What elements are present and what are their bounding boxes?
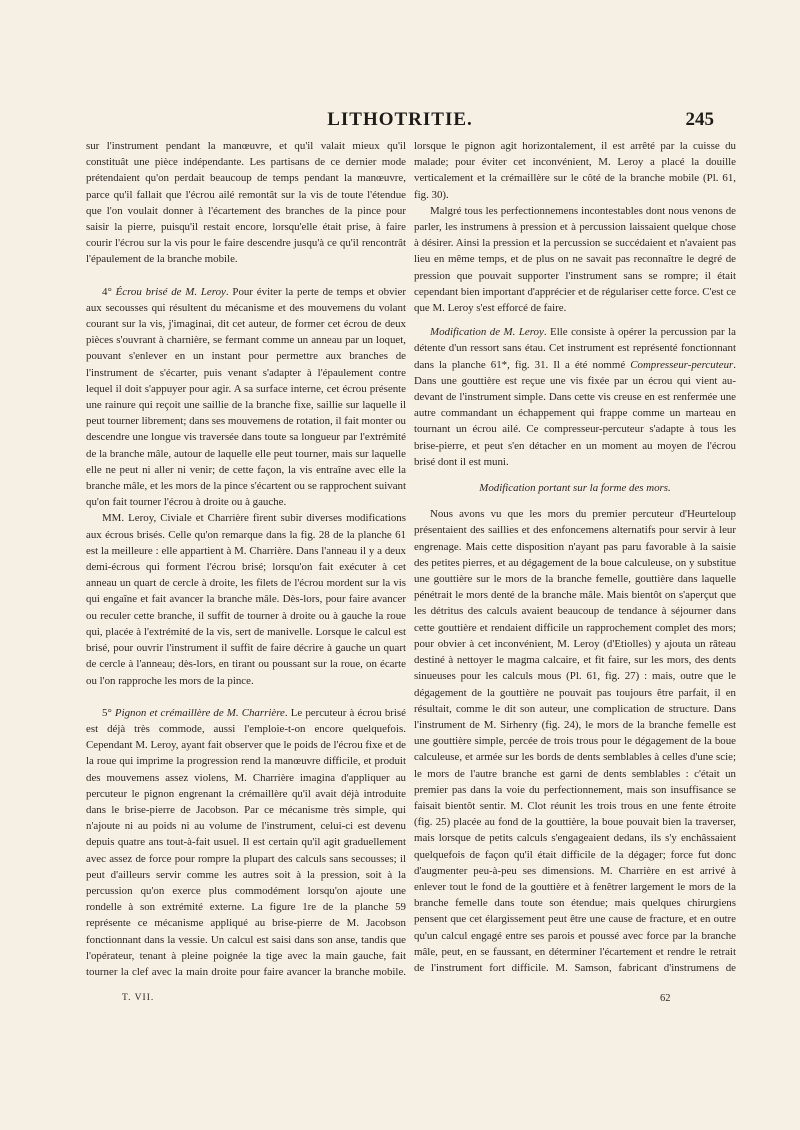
paragraph-text: . Dans une gouttière est reçue une vis fixée par un écrou qui vient au-devant de l'instrument simple. Dans cette vis creuse en est renfermée une autre commandant un échappement qui frappe comme un marteau en tournant un écrou ailé. Ce compresseur-percuteur s'adapte à tous les brise-pierre, et peut s'en détacher en un moment au moyen de l'écrou brisé dont il est muni.	[414, 358, 736, 468]
paragraph: Nous avons vu que les mors du premier percuteur d'Heurteloup présentaient des saillies et des enfoncemens alternatifs pour servir à leur engrenage. Mais cette disposition n'ayant pas paru favorable à la saisie des petites pierres, et au dégagement de la boue calculeuse, on y substitue une gouttière sur le mors de la branche femelle, gouttière dans laquelle pénétrait le mors denté de la branche mâle. Mais bientôt on s'aperçut que les détritus des calculs avaient beaucoup de tendance à séjourner dans cette gouttière et rendaient difficile un rapprochement complet des mors; pour obvier à cet inconvénient, M. Leroy (d'Etiolles) y ajouta un râteau destiné à nettoyer le magma calcaire, et fit faire, sur les mors, des dents sinueuses pour les calculs mous (Pl. 61, fig. 27) : mais, outre que le dégagement de la gouttière ne pouvait pas toujours être parfait, il en résultait, comme le dit son auteur, une complication de structure. Dans l'instrument de M. Sirhenry (fig. 24), le mors de la branche femelle est une gouttière simple, percée de trois trous pour le dégagement de la boue calculeuse, et armée sur les bords de dents semblables à celles d'une scie; le mors de l'autre branche est garni de dents semblables : c'était un premier pas dans la voie du perfectionnement, mais son insuffisance se faisait bientôt sentir. M. Clot réunit les trois trous en une fente étroite (fig. 25) placée au fond de la gouttière, la boue pouvait bien la traverser, mais lorsque de petits calculs s'engageaient dedans, ils s'y enchâssaient quelquefois de façon qu'il était difficile de la dégager; force fut donc d'augmenter peu-à-peu ses dimensions. M. Charrière en est arrivé à enlever tout le fond de la gouttière et à fenêtrer largement le mors de la branche femelle dans toute son étendue; mais quelques chirurgiens pensent que cet élargissement peut être une cause de fracture, et en outre qu'un calcul engagé entre ses parois et poussé avec force par la branche mâle, peut, en se faussant, en déterminer l'écartement et rendre le retrait de l'instrument fort difficile. M. Samson, fabricant d'instrumens de	[414, 508, 736, 974]
signature-mark: 62	[660, 993, 671, 1004]
section-title: Écrou brisé de M. Leroy	[115, 285, 226, 298]
paragraph-modification-leroy	[414, 324, 736, 470]
subheading	[414, 480, 736, 496]
paragraph-text: . Pour éviter la perte de temps et obvier aux secousses qui résultent du mécanisme et des mouvemens du volant courant sur la vis, j'imaginai, dit cet auteur, de former cet écrou de deux pièces s'ouvrant à charnière, se fermant comme un anneau par un loquet, pouvant s'enlever en un instant pour permettre aux branches de l'instrument de s'écarter, puis venant s'adapter à l'épaulement contre lequel il doit s'appuyer pour agir. A sa surface interne, cet écrou présente une rainure qui reçoit une saillie de la branche fixe, saillie sur laquelle il peut tourner librement; dans ses mouvemens de rotation, il fait monter ou descendre une longue vis traversée dans toute sa longueur par l'extrémité de la branche mâle, autour de laquelle elle peut tourner, mais sur laquelle elle ne peut ni aller ni venir; de cette façon, la vis entraîne avec elle la branche mâle, et les mors de la pince s'écartent ou se rapprochent suivant qu'on fait tourner l'écrou à droite ou à gauche.	[86, 285, 406, 509]
term: Compresseur-percuteur	[630, 358, 734, 371]
running-head	[86, 109, 714, 137]
volume-mark: T. VII.	[122, 993, 155, 1003]
section-number: 4°	[102, 285, 116, 298]
paragraph-pignon	[86, 705, 406, 978]
section-title: Modification de M. Leroy	[430, 326, 544, 339]
paragraph-text: . Le percuteur à écrou brisé est déjà très commode, aussi l'emploie-t-on encore quelquefois. Cependant M. Leroy, ayant fait observer que le poids de l'écrou fixe et de la roue qui imprime la progression rend la manœuvre difficile, et produit des mouvemens assez violens, M. Charrière imagina d'appliquer au percuteur le pignon engrenant la crémaillère qu'il avait déjà introduite dans le brise-pierre de Jacobson. Par ce mécanisme très simple, qui n'ajoute ni au poids ni au volume de l'instrument, celui-ci est devenu depuis quatre ans tout-à-fait usuel. Il est certain qu'il agit graduellement avec assez de force pour rompre la plupart des calculs sans secousses; il peut d'ailleurs servir comme les autres soit à la pression, soit à la percussion qu'on exerce plus commodément lorsqu'on ajoute une rondelle à son extrémité externe. La figure 1re de la planche 59 représente ce mécanisme appliqué au brise-pierre de M. Jacobson fonctionnant dans la vessie. Un calcul est saisi dans son anse, tandis que l'opérateur, tenant à pleine poignée la tige avec la main gauche, fait tourner la clef avec la main droite pour faire avancer la branche mobile.	[86, 706, 406, 978]
page-number: 245	[685, 109, 714, 130]
section-number: 5°	[102, 706, 115, 719]
paragraph: lorsque le pignon agit horizontalement, il est arrêté par la cuisse du malade; pour éviter cet inconvénient, M. Leroy a placé la douille verticalement et la crémaillère sur le côté de la branche mobile (Pl. 61, fig. 30).	[414, 140, 736, 201]
paragraph: Malgré tous les perfectionnemens incontestables dont nous venons de parler, les instrumens à pression et à percussion laissaient quelque chose à désirer. Ainsi la pression et la percussion se succédaient et n'avaient pas lieu en même temps, et de plus on ne savait pas reconnaître le degré de pression que pouvait supporter l'instrument sans se rompre; il était cependant bien important d'apprécier et de régulariser cette force. C'est ce que M. Leroy s'est efforcé de faire.	[414, 204, 736, 315]
section-title: Pignon et crémaillère de M. Charrière	[114, 706, 285, 719]
right-column	[414, 138, 736, 978]
subheading-text: Modification portant sur la forme des mors.	[479, 482, 671, 495]
paragraph: MM. Leroy, Civiale et Charrière firent subir diverses modifications aux écrous brisés. Celle qu'on remarque dans la fig. 28 de la planche 61 est la meilleure : elle appartient à M. Charrière. Dans l'anneau il y a deux demi-écrous qui forment l'écrou brisé; lorsqu'on fait exécuter à cet anneau un quart de cercle à droite, les filets de l'écrou mordent sur la vis qui engaîne et fait avancer la branche mâle. Dès-lors, pour faire avancer ou reculer cette branche, il suffit de tourner à droite ou à gauche la roue qui, placée à l'extrémité de la vis, sert de manivelle. Lorsque le calcul est brisé, pour ouvrir l'instrument il suffit de faire décrire à gauche un quart de cercle à l'anneau; dès-lors, en tirant ou poussant sur la roue, on écarte ou l'on rapproche les mors de la pince.	[86, 512, 406, 687]
paragraph: sur l'instrument pendant la manœuvre, et qu'il valait mieux qu'il constituât une pièce indépendante. Les partisans de ce dernier mode prétendaient qu'on perdait beaucoup de temps pendant la manœuvre, parce qu'il fallait que l'écrou ailé remontât sur la vis de toute l'étendue que l'on voulait donner à l'écartement des branches de la pince pour saisir la pierre, puisqu'il restait encore, lorsqu'elle était prise, à faire courir l'écrou sur la vis pour le faire descendre jusqu'à ce qu'il rencontrât l'épaulement de la branche mobile.	[86, 140, 406, 266]
paragraph-text: . Elle consiste à opérer la percussion par la détente d'un ressort sans étau. Cet instrument est représenté fonctionnant dans la planche 61*, fig. 31. Il a été nommé	[414, 326, 736, 371]
left-column	[86, 138, 406, 978]
page-title: LITHOTRITIE.	[327, 109, 473, 130]
paragraph-ecrou-brise	[86, 284, 406, 511]
